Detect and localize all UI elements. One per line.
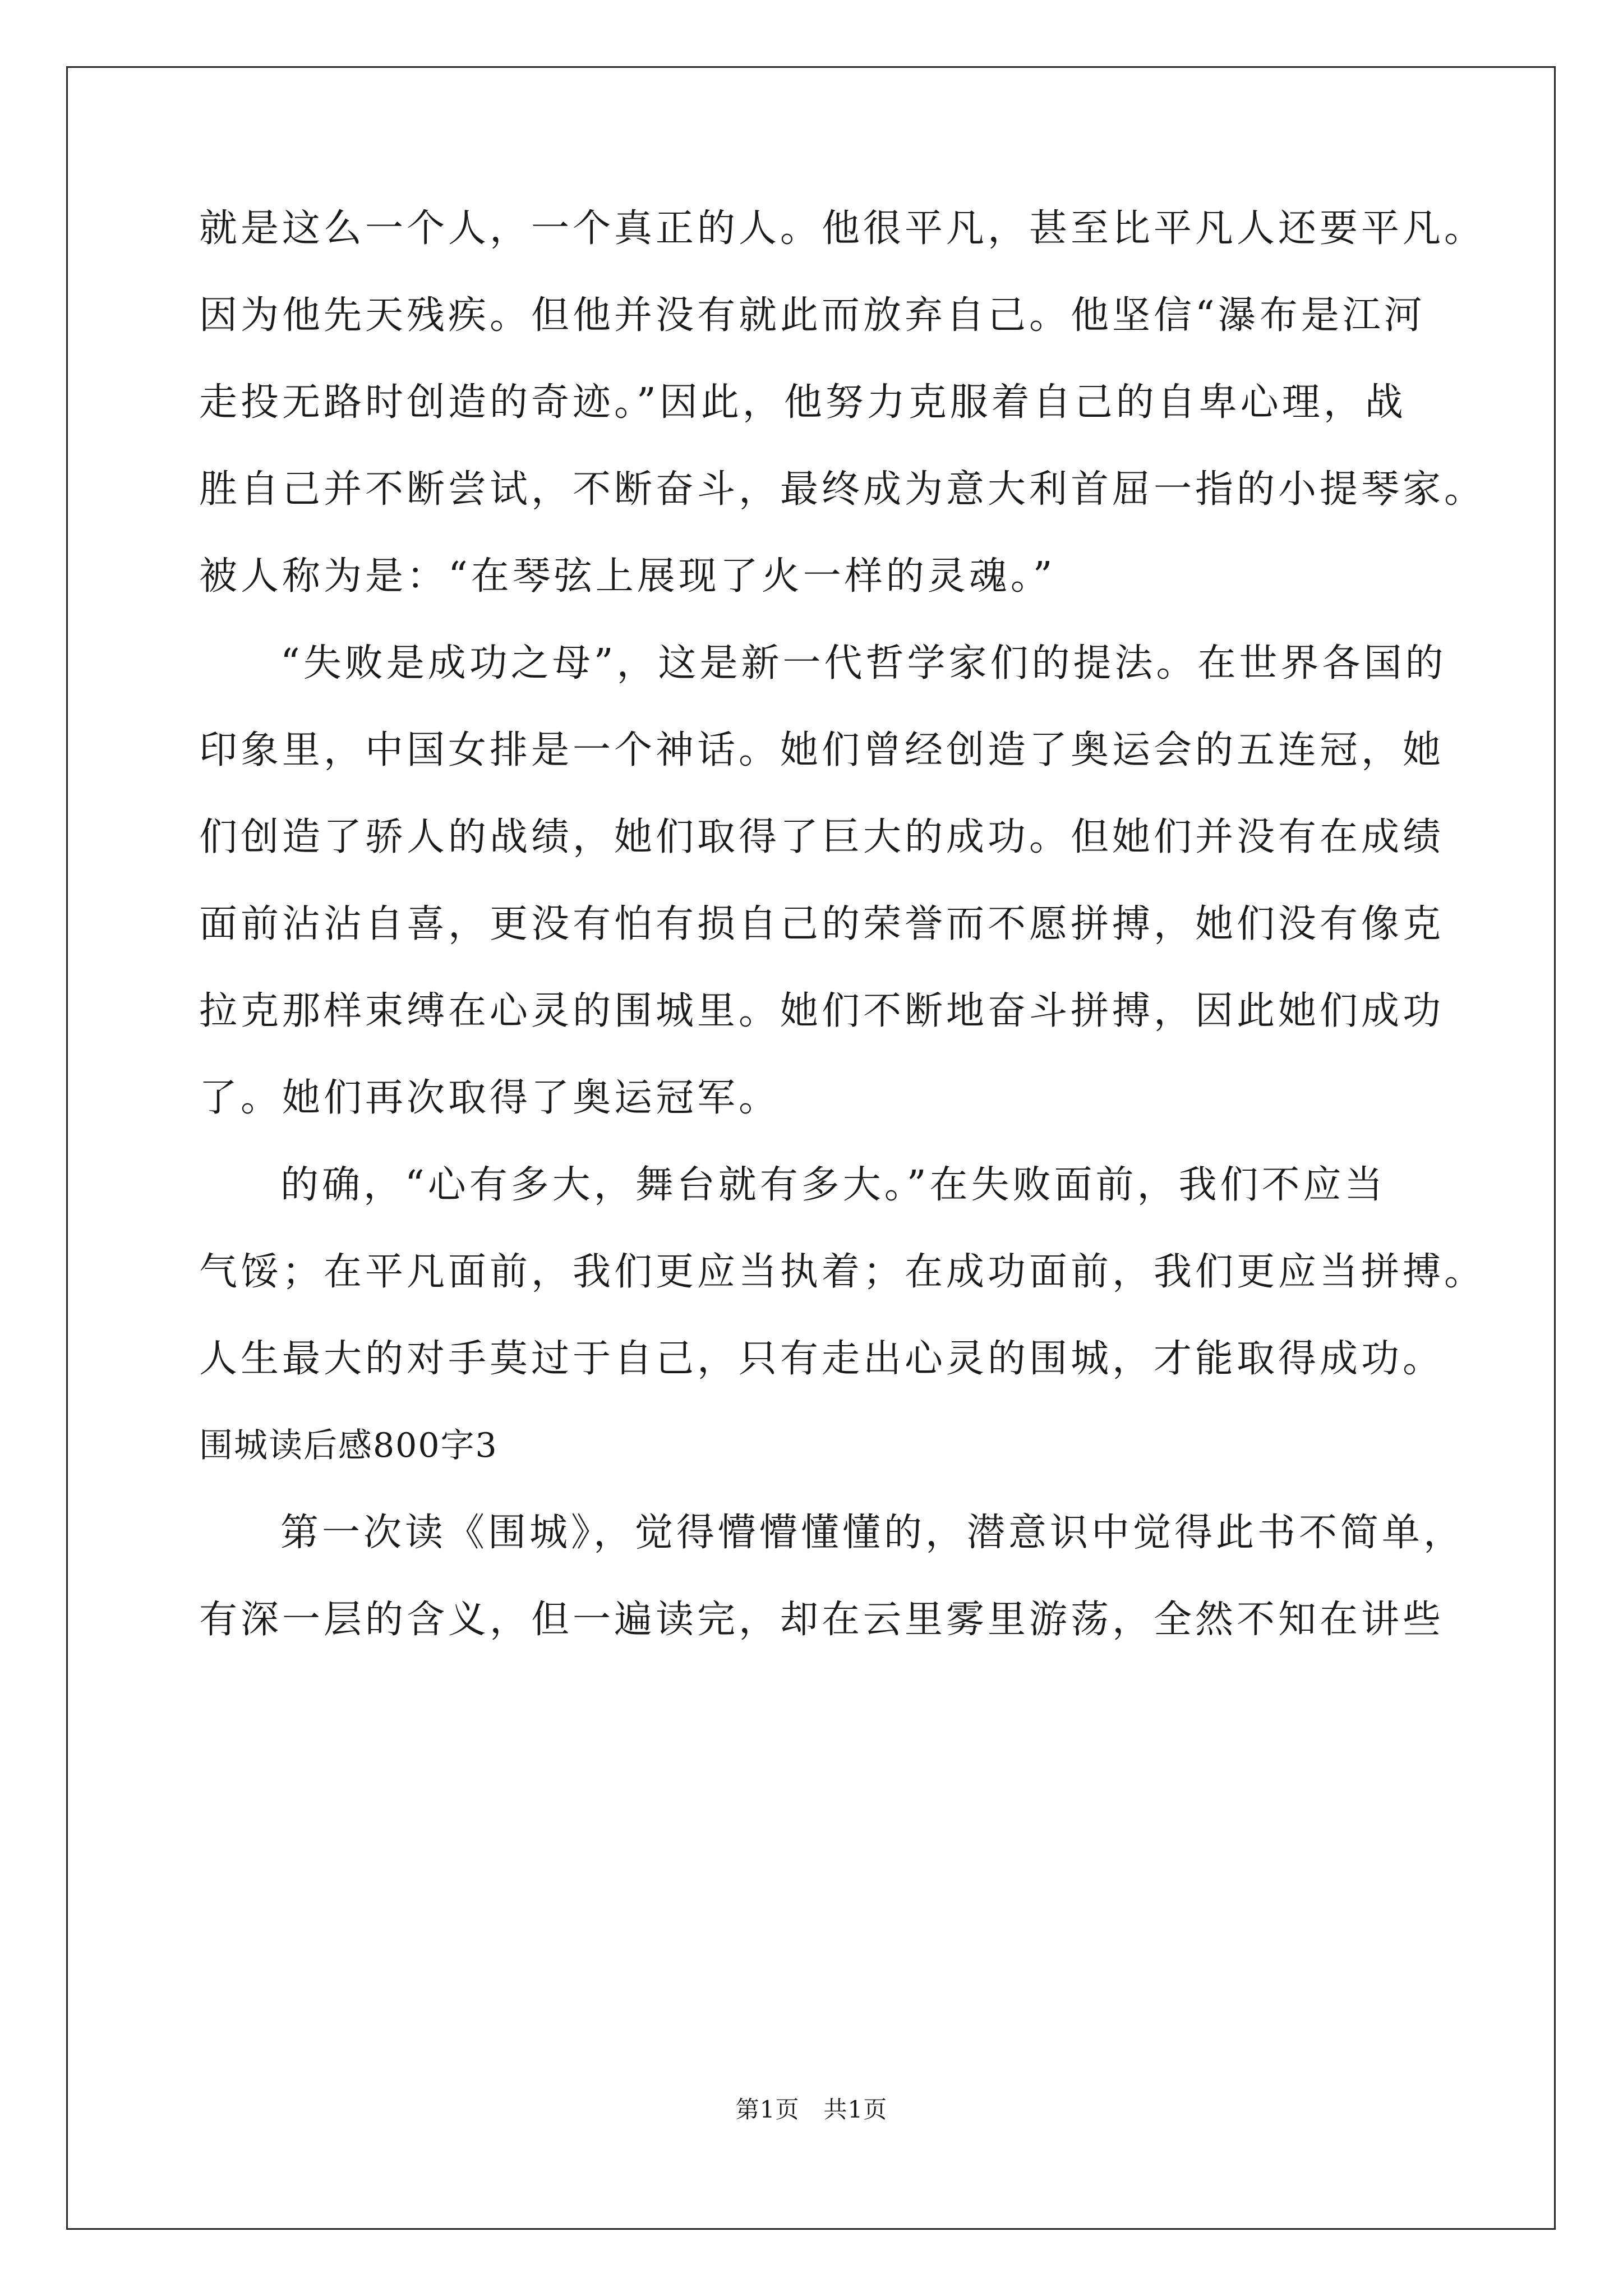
text-line: 因为他先天残疾。但他并没有就此而放弃自己。他坚信“瀑布是江河 bbox=[199, 293, 1426, 338]
paragraph-first-line: “失败是成功之母”，这是新一代哲学家们的提法。在世界各国的 bbox=[280, 641, 1447, 685]
paragraph-first-line: 第一次读《围城》，觉得懵懵懂懂的，潜意识中觉得此书不简单， bbox=[280, 1511, 1465, 1555]
text-line: 气馁；在平凡面前，我们更应当执着；在成功面前，我们更应当拼搏。 bbox=[199, 1250, 1486, 1294]
text-line: 人生最大的对手莫过于自己，只有走出心灵的围城，才能取得成功。 bbox=[199, 1337, 1445, 1381]
text-line: 被人称为是：“在琴弦上展现了火一样的灵魂。” bbox=[199, 554, 1056, 599]
text-line: 就是这么一个人，一个真正的人。他很平凡，甚至比平凡人还要平凡。 bbox=[199, 206, 1486, 251]
document-body bbox=[199, 185, 1486, 1663]
text-line: 们创造了骄人的战绩，她们取得了巨大的成功。但她们并没有在成绩 bbox=[199, 815, 1445, 859]
text-line: 胜自己并不断尝试，不断奋斗，最终成为意大利首屈一指的小提琴家。 bbox=[199, 467, 1486, 512]
paragraph-first-line: 的确，“心有多大，舞台就有多大。”在失败面前，我们不应当 bbox=[280, 1163, 1386, 1207]
text-line: 拉克那样束缚在心灵的围城里。她们不断地奋斗拼搏，因此她们成功 bbox=[199, 989, 1445, 1033]
section-heading: 围城读后感800字3 bbox=[199, 1426, 498, 1465]
text-line: 走投无路时创造的奇迹。”因此，他努力克服着自己的自卑心理，战 bbox=[199, 380, 1407, 425]
text-line: 了。她们再次取得了奥运冠军。 bbox=[199, 1076, 781, 1120]
text-line: 有深一层的含义，但一遍读完，却在云里雾里游荡，全然不知在讲些 bbox=[199, 1598, 1445, 1642]
text-line: 面前沾沾自喜，更没有怕有损自己的荣誉而不愿拼搏，她们没有像克 bbox=[199, 902, 1445, 946]
text-line: 印象里，中国女排是一个神话。她们曾经创造了奥运会的五连冠，她 bbox=[199, 728, 1445, 772]
page-footer: 第1页 共1页 bbox=[735, 2096, 888, 2123]
